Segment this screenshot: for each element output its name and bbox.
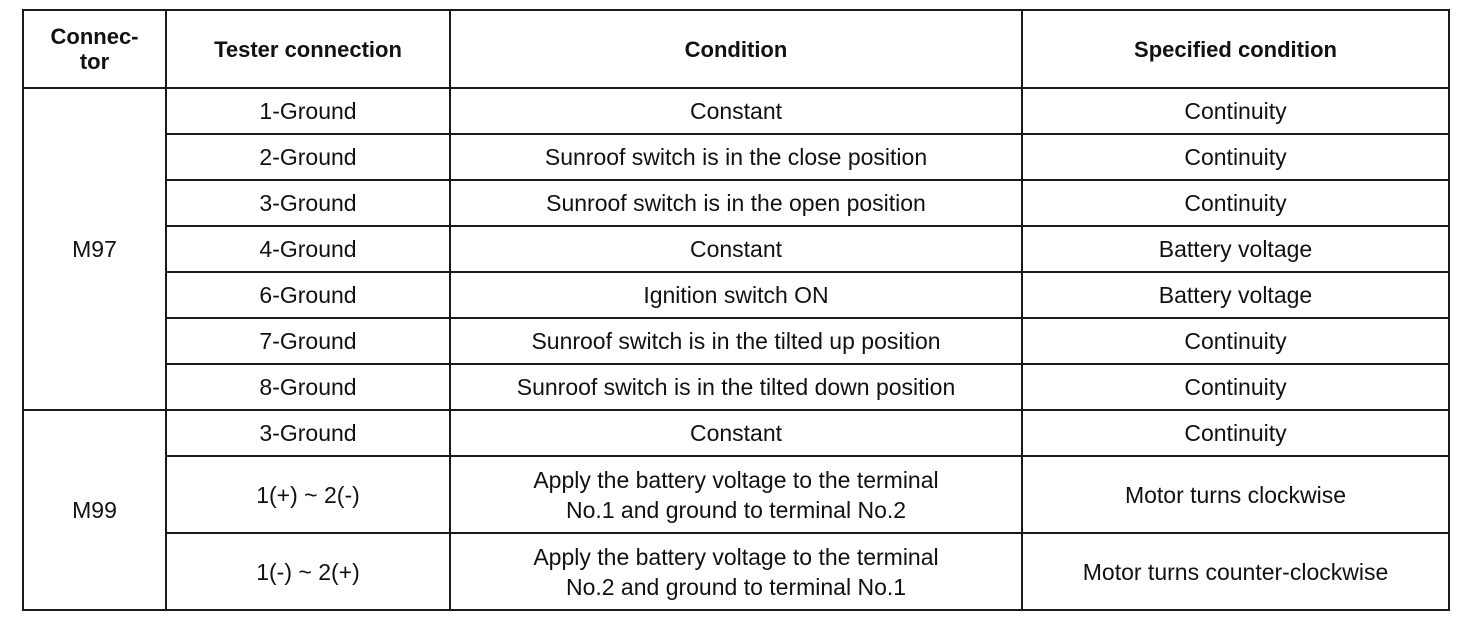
condition-cell: [450, 533, 1022, 610]
table-row: [23, 134, 1449, 180]
specified-cell: Continuity: [1022, 410, 1449, 456]
specified-cell: Continuity: [1022, 180, 1449, 226]
inspection-table: [22, 9, 1450, 611]
specified-cell: Battery voltage: [1022, 226, 1449, 272]
tester-cell: 7-Ground: [166, 318, 450, 364]
tester-cell: 2-Ground: [166, 134, 450, 180]
table-row: [23, 364, 1449, 410]
table-row: [23, 410, 1449, 456]
table-row: [23, 456, 1449, 533]
condition-cell: Sunroof switch is in the tilted up position: [450, 318, 1022, 364]
condition-cell: Constant: [450, 88, 1022, 134]
condition-cell: Constant: [450, 226, 1022, 272]
table-row: [23, 318, 1449, 364]
tester-cell: 3-Ground: [166, 410, 450, 456]
tester-cell: 3-Ground: [166, 180, 450, 226]
condition-cell: Sunroof switch is in the close position: [450, 134, 1022, 180]
tester-cell: 6-Ground: [166, 272, 450, 318]
condition-line: No.1 and ground to terminal No.2: [565, 496, 907, 523]
tester-cell: 4-Ground: [166, 226, 450, 272]
table-row: [23, 272, 1449, 318]
condition-cell: Sunroof switch is in the tilted down position: [450, 364, 1022, 410]
table-row: [23, 533, 1449, 610]
condition-cell: Ignition switch ON: [450, 272, 1022, 318]
specified-cell: Motor turns counter-clockwise: [1022, 533, 1449, 610]
condition-line: No.2 and ground to terminal No.1: [565, 573, 907, 600]
header-tester-connection: Tester connection: [166, 10, 450, 88]
table-row: [23, 88, 1449, 134]
condition-line: Apply the battery voltage to the terminal: [533, 543, 939, 570]
tester-cell: 1(+) ~ 2(-): [166, 456, 450, 533]
tester-cell: 1(-) ~ 2(+): [166, 533, 450, 610]
condition-cell: Constant: [450, 410, 1022, 456]
specified-cell: Continuity: [1022, 88, 1449, 134]
header-connector-line2: tor: [79, 49, 110, 74]
tester-cell: 8-Ground: [166, 364, 450, 410]
connector-cell-m97: M97: [23, 88, 166, 410]
specified-cell: Battery voltage: [1022, 272, 1449, 318]
header-connector-line1: Connec-: [50, 24, 139, 49]
specified-cell: Motor turns clockwise: [1022, 456, 1449, 533]
header-condition: Condition: [450, 10, 1022, 88]
table-row: [23, 180, 1449, 226]
header-connector: [23, 10, 166, 88]
connector-cell-m99: M99: [23, 410, 166, 610]
table-row: [23, 226, 1449, 272]
specified-cell: Continuity: [1022, 364, 1449, 410]
condition-line: Apply the battery voltage to the terminal: [533, 466, 939, 493]
header-row: [23, 10, 1449, 88]
specified-cell: Continuity: [1022, 318, 1449, 364]
condition-cell: [450, 456, 1022, 533]
tester-cell: 1-Ground: [166, 88, 450, 134]
specified-cell: Continuity: [1022, 134, 1449, 180]
header-specified-condition: Specified condition: [1022, 10, 1449, 88]
condition-cell: Sunroof switch is in the open position: [450, 180, 1022, 226]
